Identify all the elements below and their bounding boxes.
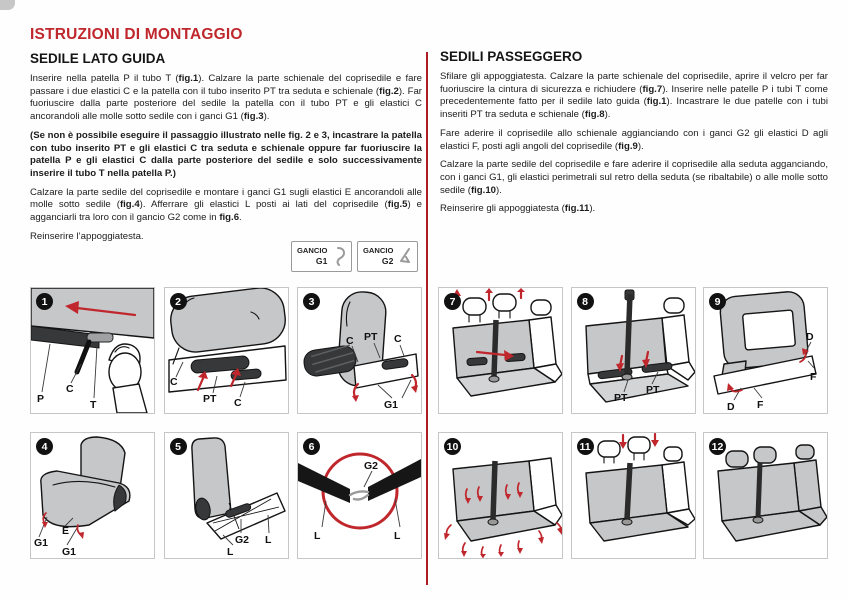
figure-label: C [169,376,178,388]
figure-number-badge: 4 [36,438,53,455]
figure-label: P [37,393,45,405]
figure-number-badge: 11 [577,438,594,455]
figure-label: C [66,383,74,395]
right-paragraph-3: Calzare la parte sedile del coprisedile e fare aderire il coprisedile alla seduta agganciando, con i ganci G1, gli elastici perimetrali sul retro della seduta (se ribaltabile) o alle molle sotto sedile (fig.10). [440,159,828,196]
figure-number-badge: 9 [709,293,726,310]
right-paragraph-2: Fare aderire il coprisedile allo schienale aggianciando con i ganci G2 gli elastici D agli elastici F, posti agli angoli del coprisedile (fig.9). [440,127,828,152]
figure-label: D [806,331,814,343]
figure-label: PT [364,331,378,343]
column-divider [426,52,428,585]
figure-number-badge: 5 [170,438,187,455]
figure-label: F [757,399,764,411]
figure-label: G1 [62,546,77,558]
figure-label: C [346,335,354,347]
figure-label: C [394,333,402,345]
left-paragraph-2: (Se non è possibile eseguire il passaggio illustrato nelle fig. 2 e 3, incastrare la patella con tubo inserito PT e gli elastici C tra seduta e schienale oppure far fuoriuscire la patella P e gli elastici C dalla parte posteriore del sedile e solo successivamente inserire il tubo T nella patella P.) [30,129,422,179]
g1-hook-icon [333,246,346,268]
right-column [440,49,828,222]
figure-label: G1 [34,537,49,549]
figure-number-badge: 1 [36,293,53,310]
right-figure-grid [438,287,828,559]
figure-panel-7 [438,287,563,414]
figure-label: T [90,399,97,411]
right-paragraph-4: Reinserire gli appoggiatesta (fig.11). [440,203,596,215]
figure-number-badge: 10 [444,438,461,455]
figure-label: L [264,534,271,546]
figure-label: L [394,530,401,542]
figure-label: L [226,546,233,558]
figure-label: PT [645,384,659,396]
right-section-heading: SEDILI PASSEGGERO [440,49,583,64]
hook-code: G1 [315,256,328,266]
hook-label: GANCIO [297,246,328,256]
figure-label: G2 [234,534,249,546]
hook-code: G2 [381,256,394,266]
left-paragraph-3: Calzare la parte sedile del coprisedile e montare i ganci G1 sugli elastici E ancorandoli alle molle sotto sedile (fig.4). Afferrare gli elastici L posti ai lati del coprisedile (fig.5) e agganciarli tra loro con il gancio G2 come in fig.6. [30,186,422,224]
left-figure-grid [30,287,422,559]
figure-panel-10 [438,432,563,559]
figure-panel-3 [297,287,422,414]
figure-label: PT [202,393,216,405]
figure-number-badge: 7 [444,293,461,310]
figure-number-badge: 2 [170,293,187,310]
figure-label: PT [613,392,627,404]
hook-label: GANCIO [363,246,394,256]
figure-panel-11 [571,432,696,559]
figure-panel-2 [164,287,289,414]
right-paragraph-1: Sfilare gli appoggiatesta. Calzare la parte schienale del coprisedile, aprire il velcro per far fuoriuscire la cintura di sicurezza e richiudere (fig.7). Inserire nelle patelle P i tubi T come precedentemente fatto per il sedile lato guida (fig.1). Incastrare le due patelle con i tubi inseriti PT tra seduta e schienale (fig.8). [440,71,828,121]
figure-label: E [62,525,70,537]
figure-label: G1 [384,399,399,411]
g2-hook-icon [396,246,412,268]
figure-number-badge: 6 [303,438,320,455]
scan-corner-artifact [0,0,15,10]
figure-label: C [233,397,242,409]
figure-panel-6 [297,432,422,559]
figure-panel-5 [164,432,289,559]
hook-legend-g2 [357,241,418,272]
figure-panel-4 [30,432,155,559]
figure-label: G2 [364,460,379,472]
page-title: ISTRUZIONI DI MONTAGGIO [30,26,243,43]
figure-panel-1 [30,287,155,414]
left-column [30,26,422,249]
figure-panel-9 [703,287,828,414]
left-section-heading: SEDILE LATO GUIDA [30,51,166,66]
figure-panel-12 [703,432,828,559]
left-paragraph-4: Reinserire l’appoggiatesta. [30,230,144,242]
figure-label: F [810,371,817,383]
figure-panel-8 [571,287,696,414]
left-paragraph-1: Inserire nella patella P il tubo T (fig.1). Calzare la parte schienale del coprisedile e fare passare i due elastici C e la patella con il tubo inserito PT tra seduta e schienale (fig.2). Far fuoriuscire dalla parte posteriore del sedile la patella con il tubo PT e gli elastici C ancorandoli alle molle sotto sedile con i ganci G1 (fig.3). [30,73,422,123]
figure-label: D [727,401,735,413]
figure-number-badge: 3 [303,293,320,310]
figure-label: L [314,530,321,542]
figure-number-badge: 8 [577,293,594,310]
figure-number-badge: 12 [709,438,726,455]
hook-legend-g1 [291,241,352,272]
